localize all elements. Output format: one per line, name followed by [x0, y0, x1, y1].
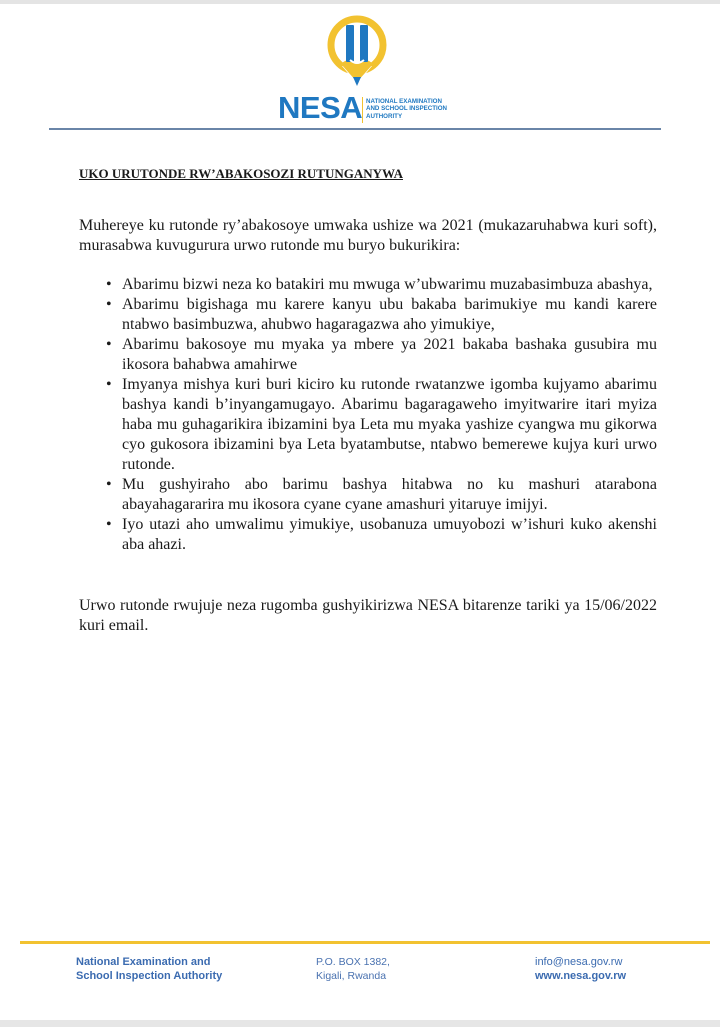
bullet-icon: •: [106, 516, 112, 533]
list-item: [79, 515, 657, 555]
footer-rule: [20, 941, 710, 944]
list-item-text: Abarimu bakosoye mu myaka ya mbere ya 2021 bakaba bashaka gusubira mu ikosora bahabwa amahirwe: [122, 336, 657, 373]
logo-subtitle-line: NATIONAL EXAMINATION: [366, 98, 442, 105]
footer-address-line: Kigali, Rwanda: [316, 970, 387, 982]
header-rule: [49, 128, 661, 130]
footer-org-line: National Examination and: [76, 956, 211, 968]
list-item: [79, 275, 657, 295]
logo-subtitle: [366, 98, 447, 120]
list-item: [79, 295, 657, 335]
logo-wordmark: NESA: [278, 90, 363, 125]
footer-organization: [76, 955, 222, 983]
list-item-text: Abarimu bizwi neza ko batakiri mu mwuga w’ubwarimu muzabasimbuza abashya,: [122, 276, 653, 293]
intro-paragraph: Muhereye ku rutonde ry’abakosoye umwaka ushize wa 2021 (mukazaruhabwa kuri soft), murasabwa kuvugurura urwo rutonde mu buryo bukurikira:: [79, 217, 657, 254]
logo-subtitle-line: AUTHORITY: [366, 112, 403, 120]
nesa-logo: [276, 14, 466, 124]
footer-email-link[interactable]: info@nesa.gov.rw: [535, 956, 623, 968]
bullet-icon: •: [106, 296, 112, 313]
instructions-list: [79, 275, 657, 555]
logo-subtitle-line: AND SCHOOL INSPECTION: [366, 105, 448, 113]
footer-website-link[interactable]: www.nesa.gov.rw: [535, 970, 627, 982]
list-item: [79, 335, 657, 375]
list-item-text: Imyanya mishya kuri buri kiciro ku rutonde rwatanzwe igomba kujyamo abarimu bashya kandi b’inyangamugayo. Abarimu bagaragaweho imyitwarire itari myiza haba mu guhagarikira ibizamini bya Leta mu myaka yashize cyangwa mu gikorwa cyo gukosora ibizamini bya Leta byatambutse, ntabwo bemerewe kujya kuri urwo rutonde.: [122, 376, 657, 473]
document-title: UKO URUTONDE RW’ABAKOSOZI RUTUNGANYWA: [79, 166, 403, 181]
list-item: [79, 475, 657, 515]
closing-paragraph: Urwo rutonde rwujuje neza rugomba gushyikirizwa NESA bitarenze tariki ya 15/06/2022 kuri email.: [79, 597, 657, 634]
list-item-text: Iyo utazi aho umwalimu yimukiye, usobanuza umuyobozi w’ishuri kuko akenshi aba ahazi.: [122, 516, 657, 553]
bullet-icon: •: [106, 476, 112, 493]
footer-contact: [535, 955, 626, 983]
pencil-logo-icon: [276, 14, 466, 94]
bullet-icon: •: [106, 276, 112, 293]
footer-address-line: P.O. BOX 1382,: [316, 956, 390, 968]
top-edge-bar: [0, 0, 720, 4]
bullet-icon: •: [106, 376, 112, 393]
list-item-text: Mu gushyiraho abo barimu bashya hitabwa no ku mashuri atarabona abayahagararira mu ikosora cyane cyane amashuri yitaruye imijyi.: [122, 476, 657, 513]
footer-address: [316, 955, 390, 983]
bottom-edge-bar: [0, 1020, 720, 1027]
list-item-text: Abarimu bigishaga mu karere kanyu ubu bakaba barimukiye mu kandi karere ntabwo basimbuzwa, ahubwo hagaragazwa aho yimukiye,: [122, 296, 657, 333]
logo-divider: [362, 97, 363, 123]
bullet-icon: •: [106, 336, 112, 353]
list-item: [79, 375, 657, 475]
footer-org-line: School Inspection Authority: [76, 970, 223, 982]
